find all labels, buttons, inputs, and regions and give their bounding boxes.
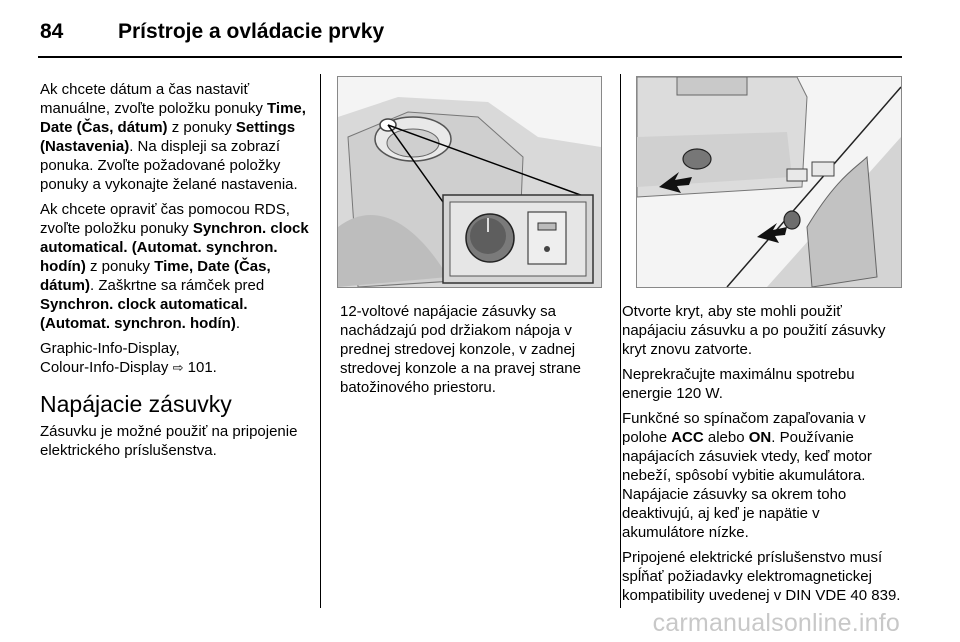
- menu-settings: Settings (Nastavenia): [40, 119, 296, 155]
- column-divider-right: [620, 74, 621, 608]
- text: . Na displeji sa zobrazí ponuka. Zvoľte požadované položky ponuky a vykonajte želané nastavenia.: [40, 138, 298, 193]
- paragraph-ignition: [622, 409, 904, 542]
- column-right: [622, 302, 904, 611]
- page-reference-arrow-icon: ⇨: [172, 360, 184, 375]
- column-middle: [340, 302, 605, 403]
- text: alebo: [703, 429, 749, 446]
- paragraph-rds-time: [40, 200, 312, 333]
- page-header: [38, 16, 902, 62]
- text: Graphic-Info-Display,: [40, 340, 180, 357]
- section-heading: Napájacie zásuvky: [40, 391, 232, 417]
- power-outlet-drawing: [338, 77, 601, 287]
- text: Ak chcete opraviť čas pomocou RDS, zvoľte položku ponuky: [40, 201, 290, 237]
- text: Ak chcete dátum a čas nastaviť manuálne, zvoľte položku ponuky: [40, 81, 268, 117]
- text: . Používanie napájacích zásuviek vtedy, keď motor nebeží, spôsobí vybitie akumulátora. Napájacie zásuvky sa okrem toho deaktivujú, aj keď je napätie v akumulátore nízke.: [622, 429, 872, 541]
- luggage-outlet-illustration: [636, 76, 902, 288]
- checkbox-label-synchron-clock: Synchron. clock automatical. (Automat. synchron. hodín): [40, 296, 248, 332]
- paragraph-open-cover: Otvorte kryt, aby ste mohli použiť napájaciu zásuvku a po použití zásuvky kryt znovu zatvorte.: [622, 303, 886, 358]
- page-title: Prístroje a ovládacie prvky: [118, 20, 385, 43]
- paragraph-display-ref: [40, 339, 312, 377]
- text: Colour-Info-Display: [40, 359, 169, 376]
- watermark: carmanualsonline.info: [652, 609, 900, 637]
- text: .: [235, 315, 240, 332]
- ignition-on: ON: [748, 429, 772, 446]
- paragraph-manual-time: [40, 80, 312, 194]
- menu-time-date: Time, Date (Čas, dátum): [40, 258, 271, 294]
- menu-item-time-date: Time, Date (Čas, dátum): [40, 100, 306, 136]
- header-rule: [38, 56, 902, 58]
- paragraph-emc: Pripojené elektrické príslušenstvo musí spĺňať požiadavky elektromagnetickej kompatibility uvedenej v DIN VDE 40 839.: [622, 549, 901, 604]
- text: z ponuky: [167, 119, 236, 136]
- paragraph-intro: Zásuvku je možné použiť na pripojenie elektrického príslušenstva.: [40, 423, 298, 459]
- menu-item-synchron-clock: Synchron. clock automatical. (Automat. synchron. hodín): [40, 220, 309, 275]
- paragraph-max-power: Neprekračujte maximálnu spotrebu energie 120 W.: [622, 366, 855, 402]
- ignition-acc: ACC: [671, 429, 704, 446]
- text: z ponuky: [85, 258, 155, 275]
- text: Funkčné so spínačom zapaľovania v polohe: [622, 410, 866, 446]
- column-left: [40, 80, 312, 466]
- luggage-outlet-drawing: [637, 77, 901, 287]
- figure-caption: 12-voltové napájacie zásuvky sa nachádzajú pod držiakom nápoja v prednej stredovej konzole, v zadnej stredovej konzole a na pravej strane batožinového priestoru.: [340, 303, 581, 396]
- power-outlet-illustration: [337, 76, 602, 288]
- column-divider-left: [320, 74, 321, 608]
- page-number: 84: [40, 20, 64, 43]
- text: . Zaškrtne sa rámček pred: [90, 277, 265, 294]
- page-reference: 101.: [183, 359, 217, 376]
